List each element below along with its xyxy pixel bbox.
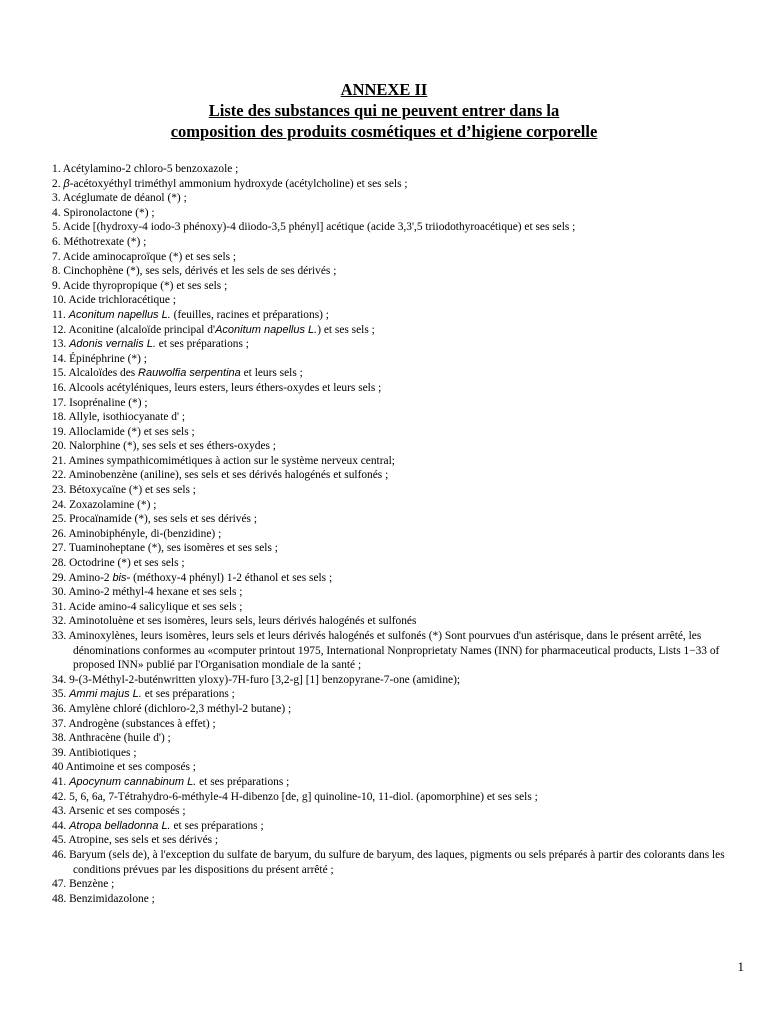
list-item: 45. Atropine, ses sels et ses dérivés ; bbox=[52, 834, 219, 847]
list-item-italic-name: Aconitum napellus L. bbox=[68, 308, 171, 321]
list-item-text: et ses préparations ; bbox=[141, 688, 235, 701]
list-item: 7. Acide aminocaproïque (*) et ses sels ; bbox=[52, 250, 237, 263]
list-item: 40 Antimoine et ses composés ; bbox=[52, 761, 196, 774]
list-item-text: -acétoxyéthyl triméthyl ammonium hydroxyde (acétylcholine) et ses sels ; bbox=[69, 177, 408, 190]
list-item: 27. Tuaminoheptane (*), ses isomères et ses sels ; bbox=[52, 542, 278, 555]
list-item: 16. Alcools acétyléniques, leurs esters, leurs éthers-oxydes et leurs sels ; bbox=[52, 381, 382, 394]
list-item: 5. Acide [(hydroxy-4 iodo-3 phénoxy)-4 diiodo-3,5 phényl] acétique (acide 3,3',5 triiodothyroacétique) et ses sels ; bbox=[52, 221, 576, 234]
list-title-line-1: Liste des substances qui ne peuvent entrer dans la bbox=[208, 101, 560, 120]
list-item-text: 2. bbox=[52, 177, 64, 190]
annex-title: ANNEXE II bbox=[340, 80, 428, 99]
list-item-text: 35. bbox=[52, 688, 70, 701]
list-item bbox=[52, 177, 742, 192]
list-item: 23. Bétoxycaïne (*) et ses sels ; bbox=[52, 484, 196, 497]
list-item: 28. Octodrine (*) et ses sels ; bbox=[52, 557, 185, 570]
list-item: 36. Amylène chloré (dichloro-2,3 méthyl-2 butane) ; bbox=[52, 702, 292, 715]
list-item: 34. 9-(3-Méthyl-2-buténwritten yloxy)-7H-furo [3,2-g] [1] benzopyrane-7-one (amidine); bbox=[52, 673, 461, 686]
list-item: 10. Acide trichloracétique ; bbox=[52, 294, 176, 307]
list-item: 9. Acide thyropropique (*) et ses sels ; bbox=[52, 279, 228, 292]
list-item bbox=[52, 775, 742, 790]
list-item: 17. Isoprénaline (*) ; bbox=[52, 396, 148, 409]
list-item-text: et ses préparations ; bbox=[170, 819, 264, 832]
list-item: 42. 5, 6, 6a, 7-Tétrahydro-6-méthyle-4 H-dibenzo [de, g] quinoline-10, 11-diol. (apomorphine) et ses sels ; bbox=[52, 790, 538, 803]
list-item-text: et ses préparations ; bbox=[196, 775, 290, 788]
list-item-italic-name: Rauwolfia serpentina bbox=[138, 367, 241, 380]
list-item-text: 11. bbox=[52, 308, 69, 321]
list-item: 33. Aminoxylènes, leurs isomères, leurs sels et leurs dérivés halogénés et sulfonés (*) Sont pourvues d'un astérisque, dans le présent arrêté, les dénominations conformes au «computer printout 1975, International Nonproprietaty Names (INN) for pharmaceutical products, Lists 1−33 of proposed INN» publié par l'Organisation mondiale de la santé ; bbox=[52, 630, 720, 672]
list-item: 47. Benzène ; bbox=[52, 878, 115, 891]
list-item: 46. Baryum (sels de), à l'exception du sulfate de baryum, du sulfure de baryum, des laques, pigments ou sels préparés à partir des colorants dans les conditions prévues par les dispositions du présent arrêté ; bbox=[52, 848, 725, 876]
list-item: 31. Acide amino-4 salicylique et ses sels ; bbox=[52, 600, 243, 613]
list-item: 48. Benzimidazolone ; bbox=[52, 892, 155, 905]
list-item-text: - (méthoxy-4 phényl) 1-2 éthanol et ses sels ; bbox=[126, 571, 333, 584]
list-item: 14. Épinéphrine (*) ; bbox=[52, 352, 147, 365]
list-item bbox=[52, 308, 742, 323]
list-item: 6. Méthotrexate (*) ; bbox=[52, 235, 147, 248]
list-item bbox=[52, 571, 742, 586]
list-item-italic-name: Aconitum napellus L. bbox=[215, 323, 318, 336]
list-item-italic-name: Ammi majus L. bbox=[69, 688, 142, 701]
list-item: 26. Aminobiphényle, di-(benzidine) ; bbox=[52, 527, 222, 540]
list-item: 32. Aminotoluène et ses isomères, leurs sels, leurs dérivés halogénés et sulfonés bbox=[52, 615, 417, 628]
list-item-text: 29. Amino-2 bbox=[52, 571, 113, 584]
list-item: 22. Aminobenzène (aniline), ses sels et ses dérivés halogénés et sulfonés ; bbox=[52, 469, 389, 482]
list-item: 3. Acéglumate de déanol (*) ; bbox=[52, 192, 187, 205]
list-item: 43. Arsenic et ses composés ; bbox=[52, 805, 186, 818]
substance-list bbox=[52, 162, 742, 906]
list-item-italic-name: Apocynum cannabinum L. bbox=[69, 775, 197, 788]
list-item bbox=[52, 337, 742, 352]
list-item: 24. Zoxazolamine (*) ; bbox=[52, 498, 157, 511]
list-item: 18. Allyle, isothiocyanate d' ; bbox=[52, 411, 186, 424]
page-number: 1 bbox=[737, 959, 744, 974]
document-header bbox=[0, 79, 768, 142]
list-item-italic-name: β bbox=[63, 177, 70, 190]
list-item bbox=[52, 687, 742, 702]
list-item: 37. Androgène (substances à effet) ; bbox=[52, 717, 216, 730]
list-item-text: 12. Aconitine (alcaloïde principal d' bbox=[52, 323, 216, 336]
list-item bbox=[52, 323, 742, 338]
list-item: 25. Procaïnamide (*), ses sels et ses dérivés ; bbox=[52, 513, 257, 526]
list-title-line-2: composition des produits cosmétiques et d’higiene corporelle bbox=[170, 122, 598, 141]
list-item: 21. Amines sympathicomimétiques à action sur le système nerveux central; bbox=[52, 454, 395, 467]
list-item: 8. Cinchophène (*), ses sels, dérivés et les sels de ses dérivés ; bbox=[52, 265, 337, 278]
list-item: 30. Amino-2 méthyl-4 hexane et ses sels ; bbox=[52, 586, 243, 599]
list-item-text: et leurs sels ; bbox=[240, 367, 303, 380]
list-item-text: ) et ses sels ; bbox=[317, 323, 375, 336]
list-item-text: et ses préparations ; bbox=[155, 338, 249, 351]
list-item: 38. Anthracène (huile d') ; bbox=[52, 732, 171, 745]
list-item-text: 44. bbox=[52, 819, 70, 832]
list-item bbox=[52, 819, 742, 834]
list-item-text: 41. bbox=[52, 775, 70, 788]
list-item-text: 13. bbox=[52, 338, 70, 351]
list-item: 1. Acétylamino-2 chloro-5 benzoxazole ; bbox=[52, 163, 239, 175]
list-item-text: (feuilles, racines et préparations) ; bbox=[170, 308, 329, 321]
list-item-italic-name: bis bbox=[112, 571, 127, 584]
list-item: 4. Spironolactone (*) ; bbox=[52, 206, 155, 219]
list-item-italic-name: Atropa belladonna L. bbox=[69, 819, 171, 832]
list-item-text: 15. Alcaloïdes des bbox=[52, 367, 139, 380]
list-item: 39. Antibiotiques ; bbox=[52, 746, 137, 759]
list-item bbox=[52, 366, 742, 381]
list-item: 19. Alloclamide (*) et ses sels ; bbox=[52, 425, 195, 438]
list-item-italic-name: Adonis vernalis L. bbox=[69, 338, 156, 351]
list-item: 20. Nalorphine (*), ses sels et ses éthers-oxydes ; bbox=[52, 440, 276, 453]
